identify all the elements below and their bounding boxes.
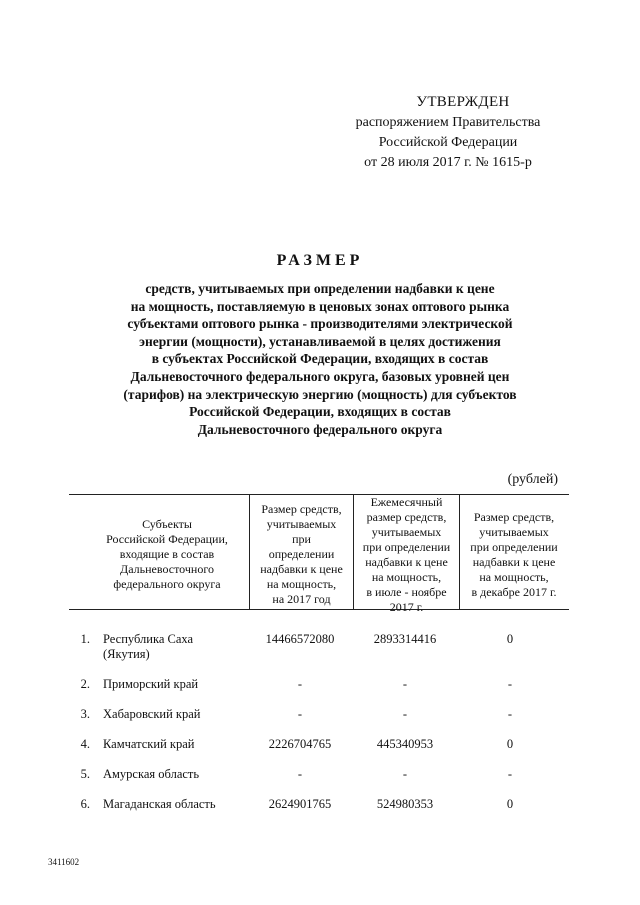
subtitle-line: (тарифов) на электрическую энергию (мощность) для субъектов (123, 386, 517, 402)
units-label: (рублей) (507, 472, 558, 487)
subtitle-line: энергии (мощности), устанавливаемой в целях достижения (139, 333, 501, 349)
value-monthly: - (402, 677, 408, 691)
header-line: надбавки к цене (260, 562, 343, 576)
table-row (0, 797, 640, 817)
header-line: Субъекты (142, 517, 192, 531)
subject-name-line: Республика Саха (103, 632, 194, 646)
header-december (460, 510, 568, 600)
header-line: Дальневосточного (120, 562, 214, 576)
value-monthly: 445340953 (376, 737, 434, 751)
header-line: на мощность, (266, 577, 337, 591)
value-december: 0 (506, 632, 514, 646)
header-line: Ежемесячный (370, 495, 443, 509)
document-title: РАЗМЕР (276, 252, 364, 269)
header-line: на мощность, (479, 570, 549, 584)
header-line: на 2017 год (272, 592, 331, 606)
table-row (0, 707, 640, 727)
value-december: 0 (506, 797, 514, 811)
value-monthly: 524980353 (376, 797, 434, 811)
subject-name: Амурская область (103, 767, 200, 781)
header-line: при определении (470, 540, 558, 554)
subtitle-line: Дальневосточного федерального округа (197, 421, 443, 437)
document-code: 3411602 (48, 857, 80, 867)
row-number: 3. (80, 707, 90, 721)
header-line: при определении (362, 540, 451, 554)
header-line: учитываемых (266, 517, 337, 531)
subject-name: Приморский край (103, 677, 199, 691)
row-number: 6. (80, 797, 90, 811)
value-december: - (507, 707, 513, 721)
subtitle-line: Дальневосточного федерального округа, базовых уровней цен (130, 368, 510, 384)
value-monthly: 2893314416 (373, 632, 437, 646)
subtitle-line: средств, учитываемых при определении надбавки к цене (145, 281, 495, 296)
header-line: надбавки к цене (472, 555, 556, 569)
table-top-rule (69, 494, 569, 495)
header-line: в июле - ноябре (366, 585, 447, 599)
header-2017 (250, 502, 353, 607)
header-line: учитываемых (479, 525, 549, 539)
subtitle-line: в субъектах Российской Федерации, входящих в состав (151, 351, 489, 367)
value-2017: 14466572080 (265, 632, 335, 646)
subtitle-line: Российской Федерации, входящих в состав (189, 404, 451, 420)
value-2017: - (297, 707, 303, 721)
document-subtitle (95, 280, 545, 438)
row-number: 2. (80, 677, 90, 691)
table-row (0, 737, 640, 757)
approval-line: Российской Федерации (378, 135, 518, 150)
header-line: надбавки к цене (365, 555, 448, 569)
subject-name: Хабаровский край (103, 707, 201, 721)
value-2017: 2226704765 (268, 737, 332, 751)
value-monthly: - (402, 707, 408, 721)
header-line: Российской Федерации, (106, 532, 228, 546)
value-december: 0 (506, 737, 514, 751)
header-line: при (292, 532, 311, 546)
row-number: 5. (80, 767, 90, 781)
header-line: на мощность, (371, 570, 442, 584)
header-line: определении (268, 547, 335, 561)
value-december: - (507, 767, 513, 781)
table-row (0, 767, 640, 787)
row-number: 4. (80, 737, 90, 751)
table-row (0, 632, 640, 661)
approval-line: распоряжением Правительства (355, 115, 541, 130)
subtitle-line: субъектами оптового рынка - производителями электрической (127, 316, 513, 332)
value-2017: 2624901765 (268, 797, 332, 811)
header-subjects (92, 517, 242, 592)
header-line: Размер средств, (473, 510, 555, 524)
header-line: 2017 г. (389, 600, 424, 614)
subject-name: Камчатский край (103, 737, 195, 751)
approval-line: от 28 июля 2017 г. № 1615-р (364, 155, 532, 170)
header-line: федерального округа (113, 577, 221, 591)
header-line: входящие в состав (119, 547, 215, 561)
header-line: в декабре 2017 г. (471, 585, 557, 599)
subject-name: Магаданская область (103, 797, 216, 811)
value-2017: - (297, 767, 303, 781)
subtitle-line: на мощность, поставляемую в ценовых зонах оптового рынка (130, 298, 510, 314)
approval-block (330, 92, 566, 173)
table-row (0, 677, 640, 697)
header-line: размер средств, (366, 510, 447, 524)
subject-name-line: (Якутия) (103, 647, 150, 661)
subject-name (103, 632, 243, 662)
header-line: Размер средств, (261, 502, 342, 516)
header-monthly (354, 495, 459, 615)
value-december: - (507, 677, 513, 691)
row-number: 1. (80, 632, 90, 646)
header-line: учитываемых (371, 525, 442, 539)
value-2017: - (297, 677, 303, 691)
approval-heading: УТВЕРЖДЕН (416, 94, 510, 110)
value-monthly: - (402, 767, 408, 781)
table-header-bottom-rule (69, 609, 569, 610)
